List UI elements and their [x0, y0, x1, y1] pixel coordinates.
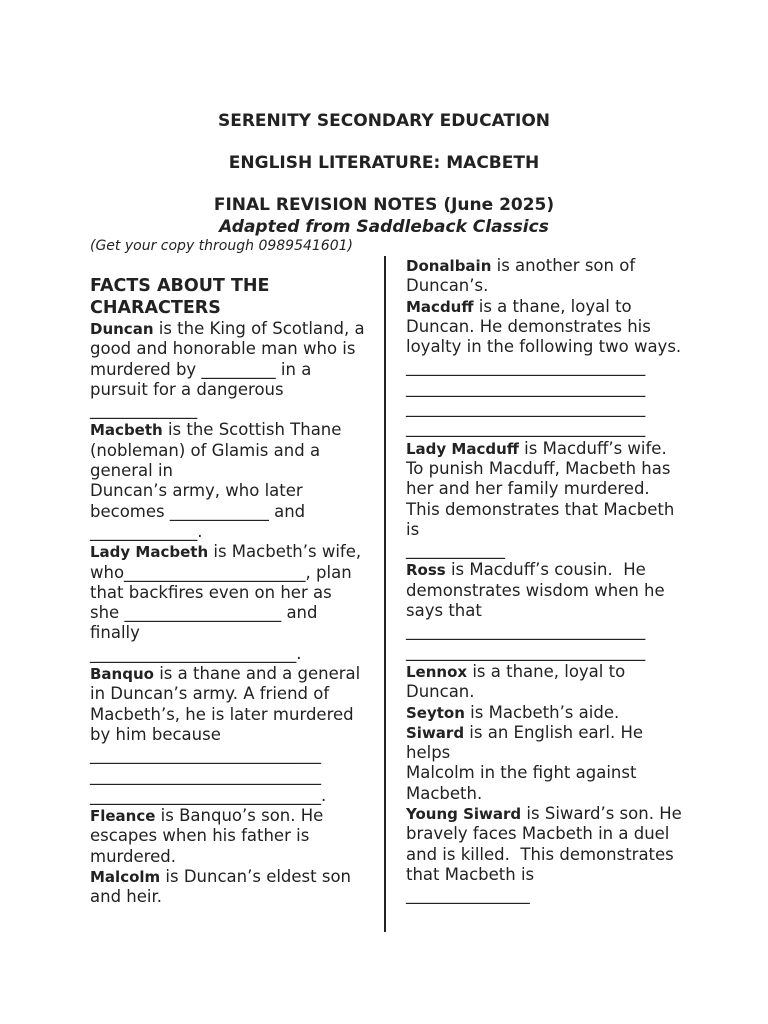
character-entry-seyton: [406, 703, 682, 723]
character-name: Malcolm: [90, 868, 161, 887]
character-description: is Duncan’s eldest son and heir.: [90, 867, 357, 907]
character-name: Young Siward: [406, 805, 522, 824]
character-name: Fleance: [90, 807, 156, 826]
character-description: is the King of Scotland, a good and honorable man who is murdered by _________ in a pursuit for a dangerous _____________: [90, 319, 365, 420]
subject-title: ENGLISH LITERATURE: MACBETH: [228, 153, 540, 173]
character-entry-young-siward: [406, 804, 682, 905]
character-description: is the Scottish Thane (nobleman) of Glamis and a general in Duncan’s army, who later becomes ____________ and _____________.: [90, 420, 342, 541]
school-name: SERENITY SECONDARY EDUCATION: [217, 111, 551, 131]
character-description: is another son of Duncan’s.: [406, 256, 641, 296]
character-name: Ross: [406, 561, 446, 580]
character-name: Donalbain: [406, 257, 492, 275]
section-title: FACTS ABOUT THE CHARACTERS: [90, 276, 270, 318]
right-column: [406, 256, 682, 906]
character-entry-lady-macbeth: [90, 542, 366, 664]
character-name: Macduff: [406, 297, 474, 316]
character-description: is an English earl. He helps Malcolm in the fight against Macbeth.: [406, 722, 644, 803]
character-description: is a thane and a general in Duncan’s army. A friend of Macbeth’s, he is later murdered by him because ____________________________ ____________________________ ____________________________.: [90, 664, 361, 805]
character-entry-macbeth: [90, 420, 366, 542]
copy-note: (Get your copy through 0989541601): [90, 238, 353, 254]
character-entry-macduff: [406, 297, 682, 439]
character-description: is Banquo’s son. He escapes when his father is murdered.: [90, 806, 329, 866]
character-name: Banquo: [90, 665, 154, 684]
character-description: is Macbeth’s aide.: [464, 702, 620, 722]
character-name: Lady Macduff: [406, 439, 519, 458]
character-description: is a thane, loyal to Duncan. He demonstrates his loyalty in the following two ways. _____________________________ _____________________________ _____________________________ _____________________________: [406, 296, 682, 438]
character-name: Lennox: [406, 662, 468, 681]
character-entry-siward: [406, 723, 682, 804]
character-entry-ross: [406, 560, 682, 661]
character-entry-malcolm: [90, 867, 366, 908]
revision-title: FINAL REVISION NOTES (June 2025): [213, 195, 555, 215]
character-description: is Macbeth’s wife, who______________________, plan that backfires even on her as she ___________________ and finally _________________________.: [90, 542, 362, 663]
character-entry-lennox: [406, 662, 682, 703]
character-description: is Siward’s son. He bravely faces Macbeth in a duel and is killed. This demonstrates that Macbeth is _______________: [406, 804, 682, 905]
character-name: Macbeth: [90, 421, 163, 440]
document-header: [0, 110, 768, 238]
character-entry-duncan: [90, 319, 366, 420]
character-name: Lady Macbeth: [90, 543, 209, 562]
character-entry-donalbain: [406, 256, 682, 297]
adapted-from: Adapted from Saddleback Classics: [219, 217, 549, 237]
character-entry-lady-macduff: [406, 439, 682, 561]
character-description: is Macduff’s wife. To punish Macduff, Macbeth has her and her family murdered. This demonstrates that Macbeth is ____________: [406, 438, 675, 560]
column-divider: [384, 256, 386, 932]
character-name: Siward: [406, 723, 465, 742]
character-name: Duncan: [90, 320, 154, 338]
character-description: is a thane, loyal to Duncan.: [406, 661, 631, 702]
character-entry-banquo: [90, 664, 366, 806]
character-name: Seyton: [406, 703, 465, 722]
character-description: is Macduff’s cousin. He demonstrates wisdom when he says that _____________________________ _____________________________: [406, 560, 665, 661]
left-column: [90, 276, 366, 908]
character-entry-fleance: [90, 806, 366, 867]
